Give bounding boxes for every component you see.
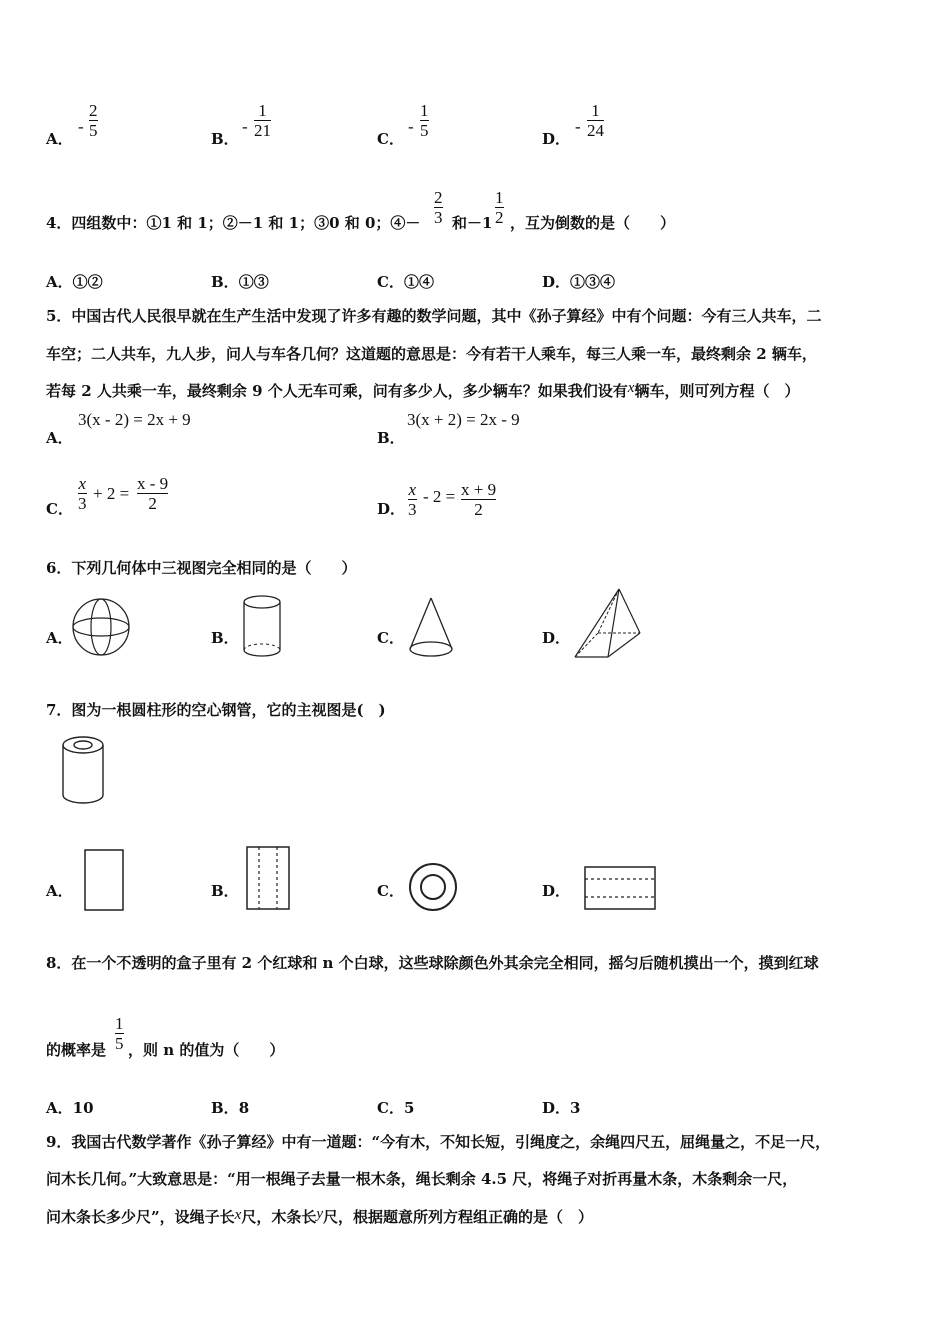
- q4-text-after: ，互为倒数的是（ ）: [510, 214, 676, 232]
- q9-line-1: 9．我国古代数学著作《孙子算经》中有一道题：“今有木，不知长短，引绳度之，余绳四尺五，屈绳量之，不足一尺，: [46, 1133, 831, 1151]
- q8-line-2b: ，则 n 的值为（ ）: [128, 1041, 285, 1059]
- q6-option-b-label: B．: [211, 629, 239, 647]
- q3-option-c-sign: -: [408, 117, 414, 136]
- q5-line-2: 车空；二人共车，九人步，问人与车各几何？这道题的意思是：今有若干人乘车，每三人乘一车，最终剩余 2 辆车，: [46, 345, 817, 363]
- q6-option-a-label: A．: [46, 629, 73, 647]
- cylinder-figure: [242, 594, 282, 660]
- q5-option-c-label: C．: [46, 500, 73, 518]
- denominator: 5: [115, 1034, 124, 1053]
- denominator: 2: [495, 208, 504, 227]
- q9-variable-y: y: [316, 1206, 323, 1222]
- numerator: 1: [115, 1014, 124, 1033]
- q6-option-c-label: C．: [377, 629, 404, 647]
- q8-option-d: D．3: [542, 1099, 581, 1117]
- q6-stem: 6．下列几何体中三视图完全相同的是（ ）: [46, 559, 357, 577]
- numerator: 1: [420, 101, 429, 120]
- pyramid-figure: [572, 587, 647, 662]
- q8-option-c: C．5: [377, 1099, 415, 1117]
- numerator: 2: [89, 101, 98, 120]
- sphere-figure: [72, 597, 132, 659]
- q3-option-a-label: A．: [46, 130, 73, 148]
- q3-option-d-label: D．: [542, 130, 571, 148]
- q8-line-2a: 的概率是: [46, 1041, 107, 1059]
- q3-option-d-sign: -: [575, 117, 581, 136]
- q8-option-a: A．10: [46, 1099, 94, 1117]
- q5-option-d-frac-2: x + 9 2: [461, 480, 497, 519]
- q3-option-d-fraction: [587, 101, 604, 140]
- denominator: 5: [420, 121, 429, 140]
- q4-fraction-2: [495, 188, 504, 227]
- denominator: 5: [89, 121, 98, 140]
- q5-option-a-equation: 3(x - 2) = 2x + 9: [78, 410, 191, 429]
- q3-option-b-sign: -: [242, 117, 248, 136]
- q4-text-before: 4．四组数中：①1 和 1；②－1 和 1；③0 和 0；④－: [46, 214, 421, 232]
- q4-text-mid: 和－1: [452, 214, 493, 232]
- denominator: 21: [254, 121, 271, 140]
- q5-option-c-mid: + 2 =: [93, 484, 130, 503]
- q4-option-c: C．①④: [377, 273, 434, 291]
- denominator: 24: [587, 121, 604, 140]
- q5-option-c-frac-1: x 3: [78, 474, 87, 513]
- q4-fraction-1: [434, 188, 443, 227]
- q9-variable-x: x: [234, 1207, 242, 1223]
- q3-option-a-sign: -: [78, 117, 84, 136]
- q4-option-a: A．①②: [46, 273, 103, 291]
- q4-option-b: B．①③: [211, 273, 269, 291]
- q9-line-2: 问木长几何。”大致意思是：“用一根绳子去量一根木条，绳长剩余 4.5 尺，将绳子对折再量木条，木条剩余一尺，: [46, 1170, 798, 1188]
- q3-option-c-fraction: [420, 101, 429, 140]
- q8-line-1: 8．在一个不透明的盒子里有 2 个红球和 n 个白球，这些球除颜色外其余完全相同，摇匀后随机摸出一个，摸到红球: [46, 954, 819, 972]
- q5-option-c-frac-2: x - 9 2: [137, 474, 169, 513]
- numerator: 1: [591, 101, 600, 120]
- q7-option-b-label: B．: [211, 882, 239, 900]
- numerator: 1: [495, 188, 504, 207]
- q7-option-d-label: D．: [542, 882, 571, 900]
- q7-option-a-label: A．: [46, 882, 73, 900]
- q4-option-d: D．①③④: [542, 273, 616, 291]
- q9-line-3: 问木条长多少尺”，设绳子长x尺，木条长y尺，根据题意所列方程组正确的是（ ）: [46, 1206, 594, 1226]
- q3-option-b-fraction: [254, 101, 271, 140]
- q5-option-d-label: D．: [377, 500, 406, 518]
- q8-option-b: B．8: [211, 1099, 250, 1117]
- q6-option-d-label: D．: [542, 629, 571, 647]
- hollow-pipe-figure: [60, 735, 108, 805]
- q5-line-3: 若每 2 人共乘一车，最终剩余 9 个人无车可乘，问有多少人，多少辆车？如果我们设有x辆车，则可列方程（ ）: [46, 380, 800, 400]
- numerator: 2: [434, 188, 443, 207]
- cone-figure: [407, 596, 457, 660]
- view-c-concentric-circles: [408, 862, 460, 914]
- q8-fraction: [115, 1014, 124, 1053]
- denominator: 3: [434, 208, 443, 227]
- q3-option-b-label: B．: [211, 130, 239, 148]
- q7-stem: 7．图为一根圆柱形的空心钢管，它的主视图是( ): [46, 701, 386, 719]
- q3-option-c-label: C．: [377, 130, 404, 148]
- view-d-dashed-horizontal: [584, 865, 658, 911]
- view-a-rectangle: [84, 848, 126, 912]
- q5-option-b-label: B．: [377, 429, 405, 447]
- view-b-dashed-vertical: [246, 845, 292, 911]
- q5-line-1: 5．中国古代人民很早就在生产生活中发现了许多有趣的数学问题，其中《孙子算经》中有个问题：今有三人共车，二: [46, 307, 822, 325]
- q5-option-d-frac-1: x 3: [408, 480, 417, 519]
- numerator: 1: [258, 101, 267, 120]
- q3-option-a-fraction: [89, 101, 98, 140]
- q5-option-a-label: A．: [46, 429, 73, 447]
- q7-option-c-label: C．: [377, 882, 404, 900]
- q5-option-d-mid: - 2 =: [423, 487, 456, 506]
- q5-option-b-equation: 3(x + 2) = 2x - 9: [407, 410, 520, 429]
- q5-variable: x: [627, 380, 635, 396]
